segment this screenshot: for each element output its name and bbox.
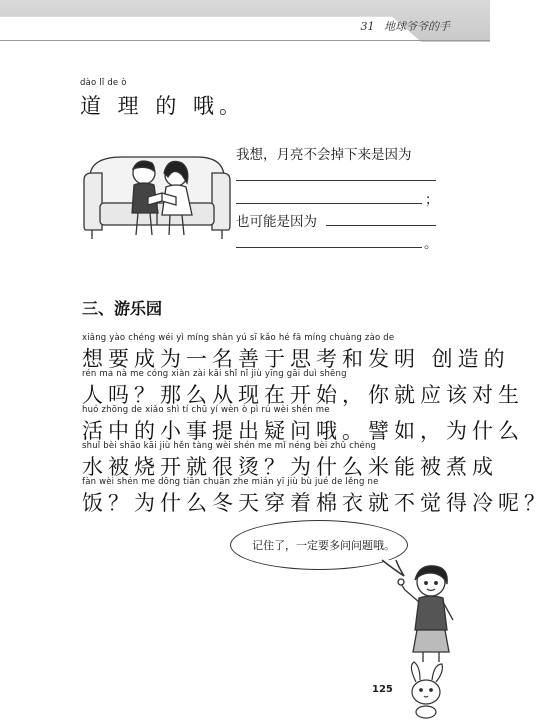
passage-text-4: 水被烧开就很烫？为什么米能被煮成 [82, 455, 498, 479]
chapter-title: 地球爷爷的手 [384, 20, 450, 33]
chapter-number: 31 [360, 20, 375, 33]
children-on-sofa-illustration [82, 135, 232, 245]
passage-text-2: 人吗？那么从现在开始，你就应该对生 [82, 383, 524, 407]
intro-pinyin: dào lǐ de ò [80, 78, 127, 88]
girl-illustration [395, 560, 465, 665]
passage-pinyin-4: shuǐ bèi shāo kāi jiù hěn tàng wèi shén me mǐ néng bèi zhǔ chéng [82, 441, 377, 451]
passage-pinyin-2: rén ma nà me cóng xiàn zài kāi shǐ nǐ jiù yīng gāi duì shēng [82, 369, 347, 379]
period-mark: 。 [424, 236, 438, 252]
header-divider [0, 40, 490, 41]
section-title: 三、游乐园 [82, 299, 163, 318]
fill-in-prompt-2: 也可能是因为 [236, 214, 317, 230]
bunny-icon [400, 660, 452, 720]
answer-blank-1[interactable] [236, 180, 436, 181]
semicolon-mark: ； [425, 192, 439, 208]
answer-blank-4[interactable] [236, 247, 422, 248]
passage-pinyin-3: huó zhōng de xiǎo shì tí chū yí wèn ò pì rú wèi shén me [82, 405, 330, 415]
passage-pinyin-5: fàn wèi shén me dōng tiān chuān zhe mián yī jiù bù jué de lěng ne [82, 477, 379, 487]
passage-text-5: 饭？为什么冬天穿着棉衣就不觉得冷呢？ [82, 491, 550, 515]
passage-text-3: 活中的小事提出疑问哦。譬如，为什么 [82, 419, 524, 443]
chapter-heading [361, 18, 451, 34]
intro-text: 道 理 的 哦。 [80, 94, 246, 118]
page-number: 125 [372, 684, 393, 695]
answer-blank-2[interactable] [236, 203, 422, 204]
passage-pinyin-1: xiǎng yào chéng wéi yì míng shàn yú sī kǎo hé fā míng chuàng zào de [82, 333, 395, 343]
passage-text-1: 想要成为一名善于思考和发明 创造的 [82, 347, 510, 371]
fill-in-prompt-1: 我想，月亮不会掉下来是因为 [236, 147, 412, 163]
speech-bubble-text: 记住了，一定要多问问题哦。 [252, 539, 395, 552]
answer-blank-3[interactable] [326, 225, 436, 226]
